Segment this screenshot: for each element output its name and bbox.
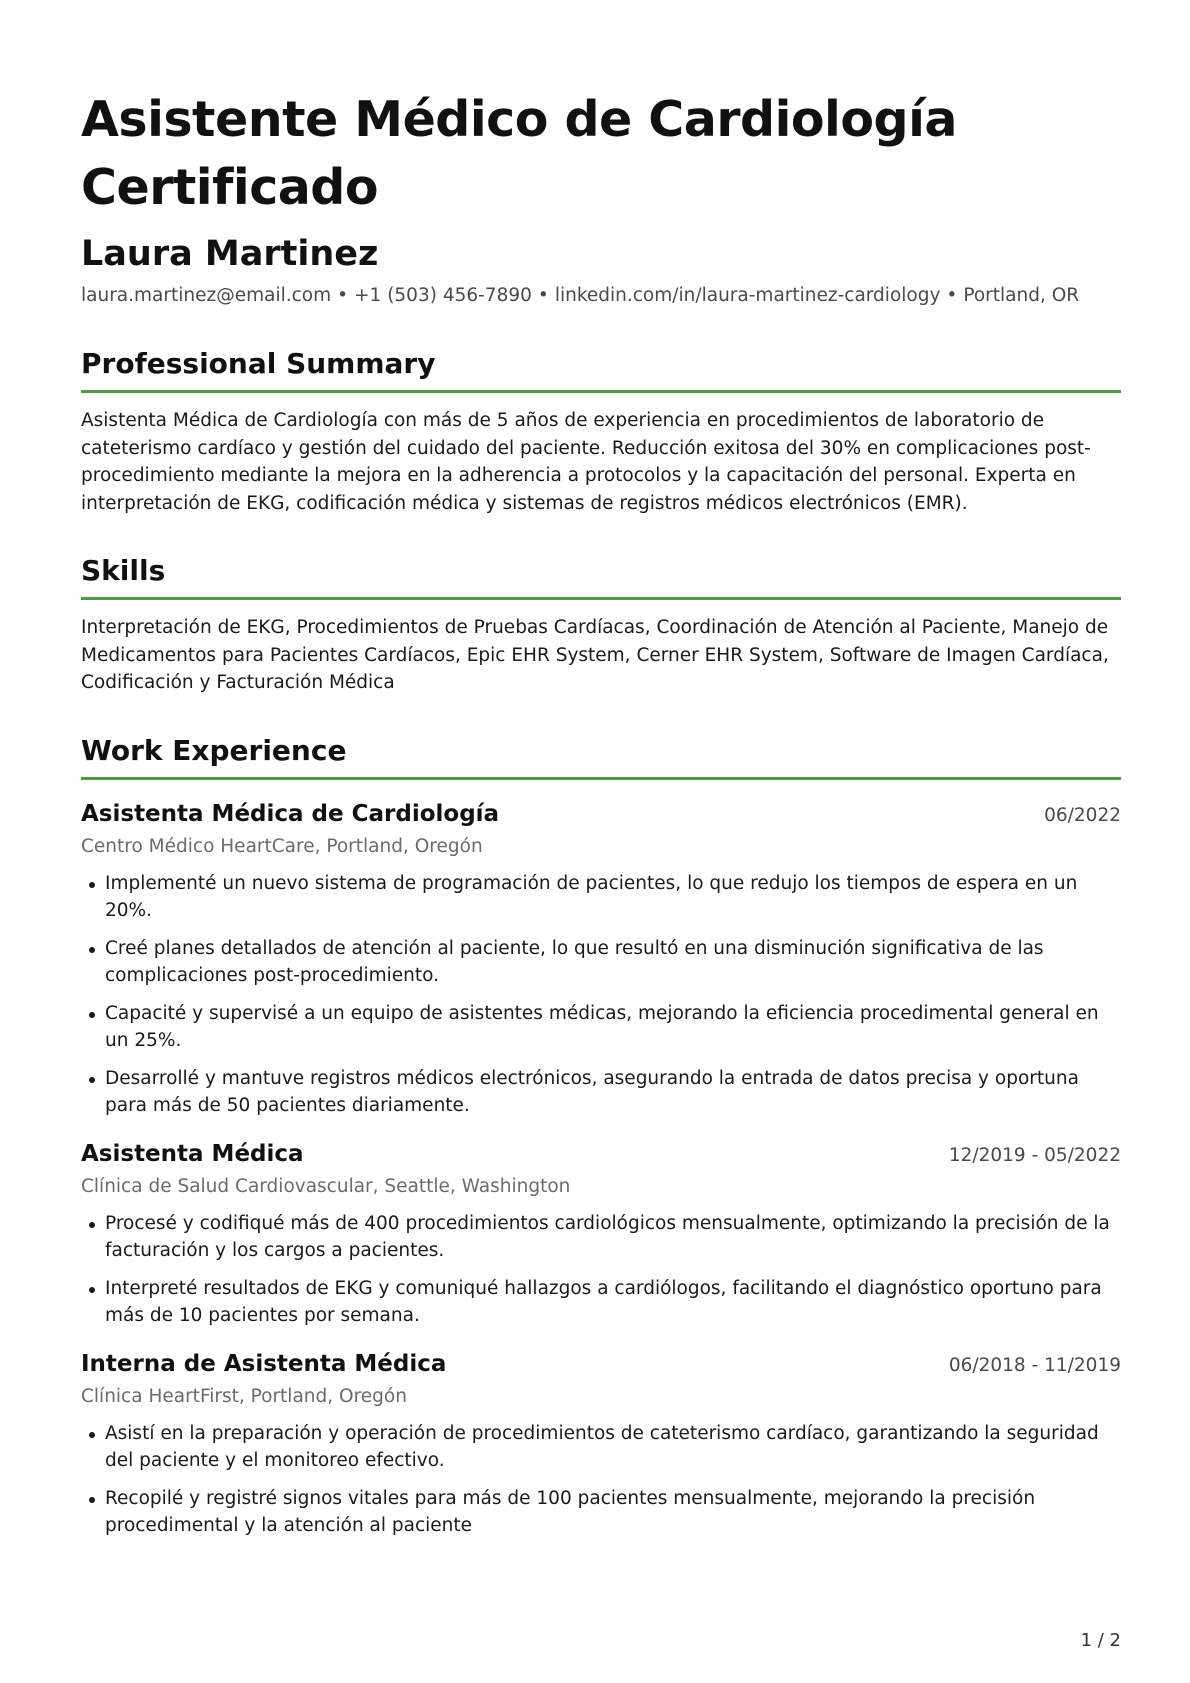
contact-phone: +1 (503) 456-7890 (354, 285, 532, 306)
job-date: 12/2019 - 05/2022 (948, 1144, 1121, 1166)
candidate-name: Laura Martinez (81, 234, 379, 274)
title-line-1: Asistente Médico de Cardiología (81, 91, 957, 148)
job-bullets (81, 1210, 1121, 1330)
job-header (81, 1348, 1121, 1380)
experience-section (81, 731, 1121, 1540)
job-header (81, 798, 1121, 830)
job-date: 06/2018 - 11/2019 (948, 1354, 1121, 1376)
skills-section (81, 551, 1121, 697)
section-heading: Work Experience (81, 731, 1121, 780)
contact-location: Portland, OR (963, 285, 1080, 306)
page-number: 1 / 2 (1080, 1630, 1121, 1651)
section-heading: Skills (81, 551, 1121, 600)
bullet-item: Creé planes detallados de atención al paciente, lo que resultó en una disminución significativa de las complicaciones post-procedimiento. (81, 935, 1121, 990)
section-heading: Professional Summary (81, 344, 1121, 393)
bullet-item: Asistí en la preparación y operación de procedimientos de cateterismo cardíaco, garantizando la seguridad del paciente y el monitoreo efectivo. (81, 1420, 1121, 1475)
job-title: Asistenta Médica (81, 1140, 304, 1167)
contact-linkedin: linkedin.com/in/laura-martinez-cardiology (554, 285, 941, 306)
job-company: Clínica HeartFirst, Portland, Oregón (81, 1385, 407, 1407)
contact-separator: • (337, 285, 349, 306)
job-bullets (81, 870, 1121, 1120)
job-entry (81, 1348, 1121, 1540)
bullet-item: Desarrollé y mantuve registros médicos electrónicos, asegurando la entrada de datos precisa y oportuna para más de 50 pacientes diariamente. (81, 1065, 1121, 1120)
bullet-item: Recopilé y registré signos vitales para más de 100 pacientes mensualmente, mejorando la precisión procedimental y la atención al paciente (81, 1485, 1121, 1540)
bullet-item: Procesé y codifiqué más de 400 procedimientos cardiológicos mensualmente, optimizando la precisión de la facturación y los cargos a pacientes. (81, 1210, 1121, 1265)
job-entry (81, 798, 1121, 1120)
contact-separator: • (537, 285, 549, 306)
contact-separator: • (946, 285, 958, 306)
job-title: Interna de Asistenta Médica (81, 1350, 447, 1377)
resume-page (81, 86, 1121, 1550)
job-company: Centro Médico HeartCare, Portland, Oregón (81, 835, 483, 857)
skills-text: Interpretación de EKG, Procedimientos de Pruebas Cardíacas, Coordinación de Atención al Paciente, Manejo de Medicamentos para Pacientes Cardíacos, Epic EHR System, Cerner EHR System, Software de Imagen Cardíaca, Codificación y Facturación Médica (81, 617, 1109, 693)
summary-text: Asistenta Médica de Cardiología con más de 5 años de experiencia en procedimientos de laboratorio de cateterismo cardíaco y gestión del cuidado del paciente. Reducción exitosa del 30% en complicaciones post-procedimiento mediante la mejora en la adherencia a protocolos y la capacitación del personal. Experta en interpretación de EKG, codificación médica y sistemas de registros médicos electrónicos (EMR). (81, 410, 1091, 514)
summary-section (81, 344, 1121, 517)
job-title: Asistenta Médica de Cardiología (81, 800, 500, 827)
bullet-item: Implementé un nuevo sistema de programación de pacientes, lo que redujo los tiempos de espera en un 20%. (81, 870, 1121, 925)
job-bullets (81, 1420, 1121, 1540)
bullet-item: Interpreté resultados de EKG y comuniqué hallazgos a cardiólogos, facilitando el diagnóstico oportuno para más de 10 pacientes por semana. (81, 1275, 1121, 1330)
job-date: 06/2022 (1044, 804, 1121, 826)
contact-line (81, 282, 1121, 310)
contact-email: laura.martinez@email.com (81, 285, 332, 306)
document-title (81, 86, 1121, 222)
job-header (81, 1138, 1121, 1170)
bullet-item: Capacité y supervisé a un equipo de asistentes médicas, mejorando la eficiencia procedimental general en un 25%. (81, 1000, 1121, 1055)
job-entry (81, 1138, 1121, 1330)
job-company: Clínica de Salud Cardiovascular, Seattle, Washington (81, 1175, 571, 1197)
title-line-2: Certificado (81, 159, 379, 216)
